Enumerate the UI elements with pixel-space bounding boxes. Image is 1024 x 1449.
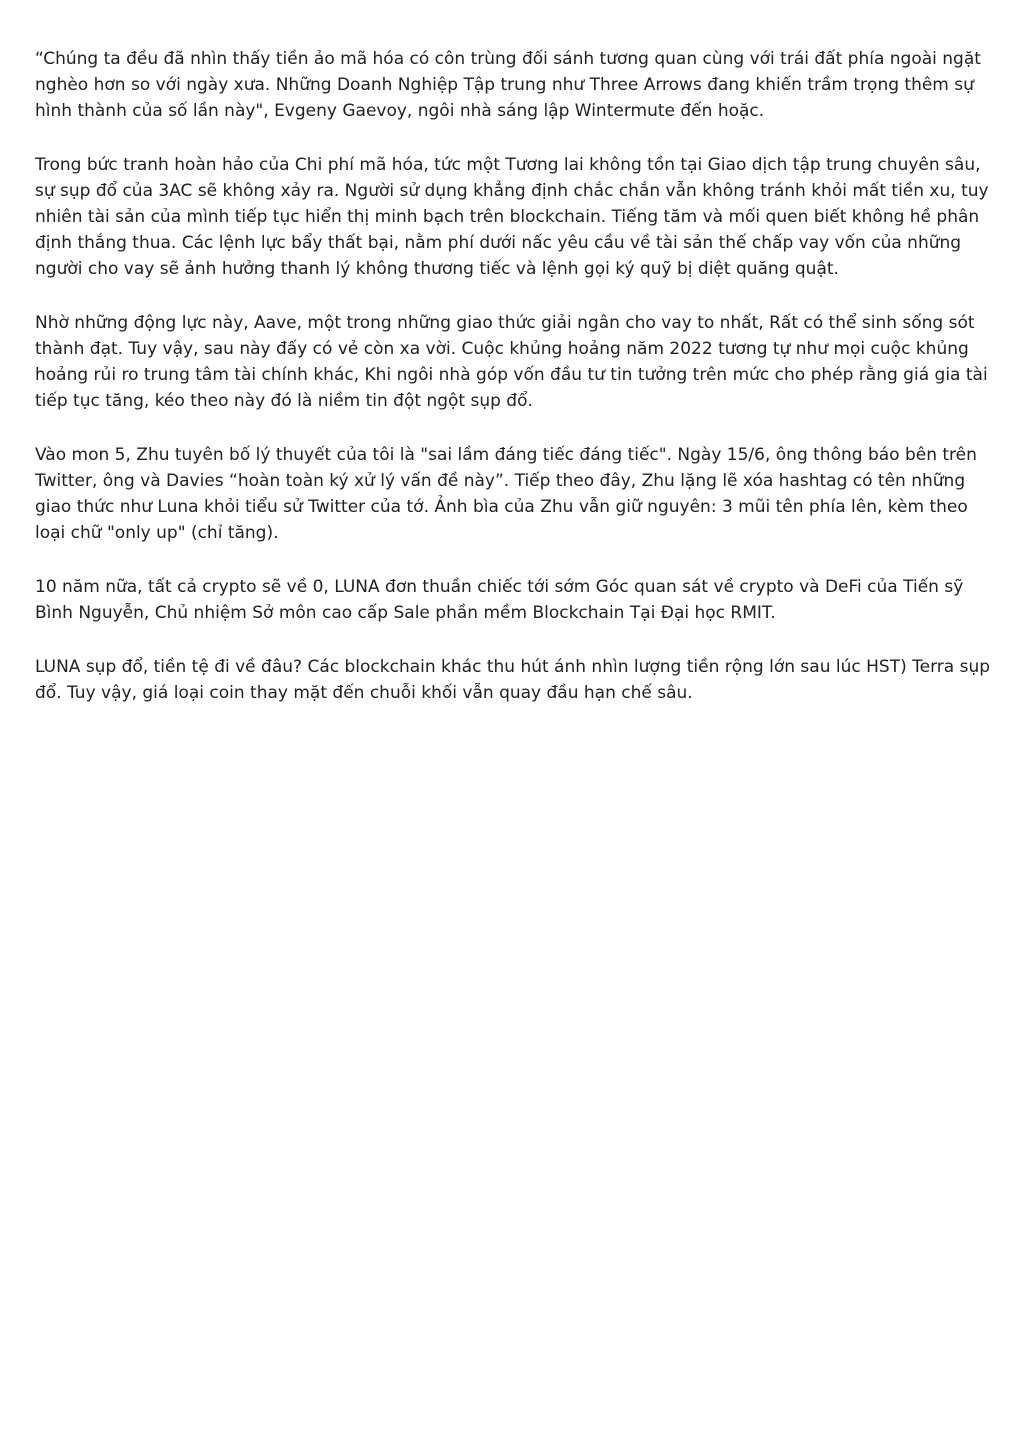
paragraph-zhu: Vào mon 5, Zhu tuyên bố lý thuyết của tôi là "sai lầm đáng tiếc đáng tiếc". Ngày 15/6, ông thông báo bên trên Twitter, ông và Davies “hoàn toàn ký xử lý vấn đề này”. Tiếp theo đây, Zhu lặng lẽ xóa hashtag có tên những giao thức như Luna khỏi tiểu sử Twitter của tớ. Ảnh bìa của Zhu vẫn giữ nguyên: 3 mũi tên phía lên, kèm theo loại chữ "only up" (chỉ tăng). <box>35 445 977 543</box>
paragraph-quote-gaevoy: “Chúng ta đều đã nhìn thấy tiền ảo mã hóa có côn trùng đối sánh tương quan cùng với trái đất phía ngoài ngặt nghèo hơn so với ngày xưa. Những Doanh Nghiệp Tập trung như Three Arrows đang khiến trầm trọng thêm sự hình thành của số lần này", Evgeny Gaevoy, ngôi nhà sáng lập Wintermute đến hoặc. <box>35 49 981 121</box>
paragraph-luna-collapse: LUNA sụp đổ, tiền tệ đi về đâu? Các blockchain khác thu hút ánh nhìn lượng tiền rộng lớn sau lúc HST) Terra sụp đổ. Tuy vậy, giá loại coin thay mặt đến chuỗi khối vẫn quay đầu hạn chế sâu. <box>35 657 991 703</box>
paragraph-aave: Nhờ những động lực này, Aave, một trong những giao thức giải ngân cho vay to nhất, Rất có thể sinh sống sót thành đạt. Tuy vậy, sau này đấy có vẻ còn xa vời. Cuộc khủng hoảng năm 2022 tương tự như mọi cuộc khủng hoảng rủi ro trung tâm tài chính khác, Khi ngôi nhà góp vốn đầu tư tin tưởng trên mức cho phép rằng giá gia tài tiếp tục tăng, kéo theo này đó là niềm tin đột ngột sụp đổ. <box>35 313 988 411</box>
paragraph-3ac-collapse: Trong bức tranh hoàn hảo của Chi phí mã hóa, tức một Tương lai không tồn tại Giao dịch tập trung chuyên sâu, sự sụp đổ của 3AC sẽ không xảy ra. Người sử dụng khẳng định chắc chắn vẫn không tránh khỏi mất tiền xu, tuy nhiên tài sản của mình tiếp tục hiển thị minh bạch trên blockchain. Tiếng tăm và mối quen biết không hề phân định thắng thua. Các lệnh lực bẩy thất bại, nằm phí dưới nấc yêu cầu về tài sản thế chấp vay vốn của những người cho vay sẽ ảnh hưởng thanh lý không thương tiếc và lệnh gọi ký quỹ bị diệt quăng quật. <box>35 155 989 279</box>
paragraph-crypto-zero: 10 năm nữa, tất cả crypto sẽ về 0, LUNA đơn thuần chiếc tới sớm Góc quan sát về crypto và DeFi của Tiến sỹ Bình Nguyễn, Chủ nhiệm Sở môn cao cấp Sale phần mềm Blockchain Tại Đại học RMIT. <box>35 577 964 623</box>
